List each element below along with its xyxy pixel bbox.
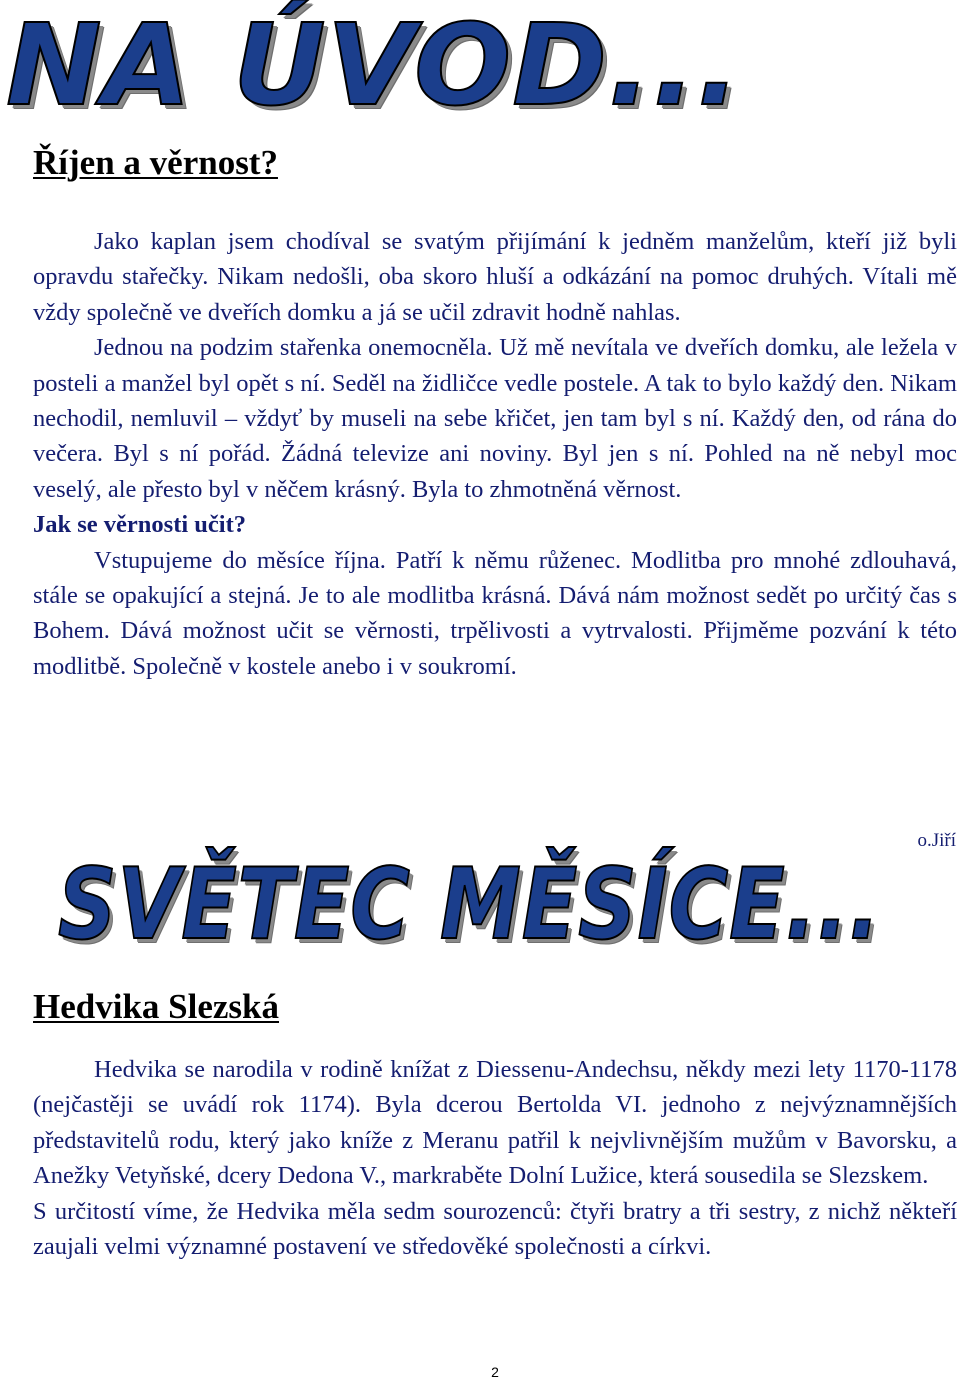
paragraph: Jako kaplan jsem chodíval se svatým přijímání k jedněm manželům, kteří již byli opravdu stařečky. Nikam nedošli, oba skoro hluší a odkázání na pomoc druhých. Vítali mě vždy společně ve dveřích domku a já se učil zdravit hodně nahlas. [33,228,957,326]
section-title-rijen: Říjen a věrnost? [33,143,278,182]
banner-na-uvod: NA ÚVOD... [6,1,742,131]
paragraph: Hedvika se narodila v rodině knížat z Diessenu-Andechsu, někdy mezi lety 1170-1178 (nejčastěji se uvádí rok 1174). Byla dcerou Bertolda VI. jednoho z nejvýznamnějších představitelů rodu, který jako kníže z Meranu patřil k nejvlivnějším mužům v Bavorsku, a Anežky Vetyňské, dcery Dedona V., markraběte Dolní Lužice, která sousedila se Slezskem. [33,1056,957,1190]
article-rijen-body [33,224,957,684]
section-title-hedvika: Hedvika Slezská [33,987,280,1026]
paragraph: Vstupujeme do měsíce října. Patří k němu růženec. Modlitba pro mnohé zdlouhavá, stále se opakující a stejná. Je to ale modlitba krásná. Dává nám možnost sedět po určitý čas s Bohem. Dává možnost učit se věrnosti, trpělivosti a vytrvalosti. Přijměme pozvání k této modlitbě. Společně v kostele anebo i v soukromí. [33,546,957,680]
banner-svetec-mesice: SVĚTEC MĚSÍCE... [58,848,881,962]
paragraph: Jednou na podzim stařenka onemocněla. Už mě nevítala ve dveřích domku, ale ležela v posteli a manžel byl opět s ní. Seděl na židličce vedle postele. A tak to bylo každý den. Nikam nechodil, nemluvil – vždyť by museli na sebe křičet, jen tam byl s ní. Každý den, od rána do večera. Byl s ní pořád. Žádná televize ani noviny. Byl jen s ní. Pohled na ně nebyl moc veselý, ale přesto byl v něčem krásný. Byla to zhmotněná věrnost. [33,334,957,503]
question-heading: Jak se věrnosti učit? [33,511,246,539]
page-number: 2 [491,1364,499,1380]
paragraph: S určitostí víme, že Hedvika měla sedm sourozenců: čtyři bratry a tři sestry, z nichž někteří zaujali velmi významné postavení ve středověké společnosti a církvi. [33,1197,957,1261]
author-signature: o.Jiří [917,830,956,851]
article-hedvika-body [33,1052,957,1264]
